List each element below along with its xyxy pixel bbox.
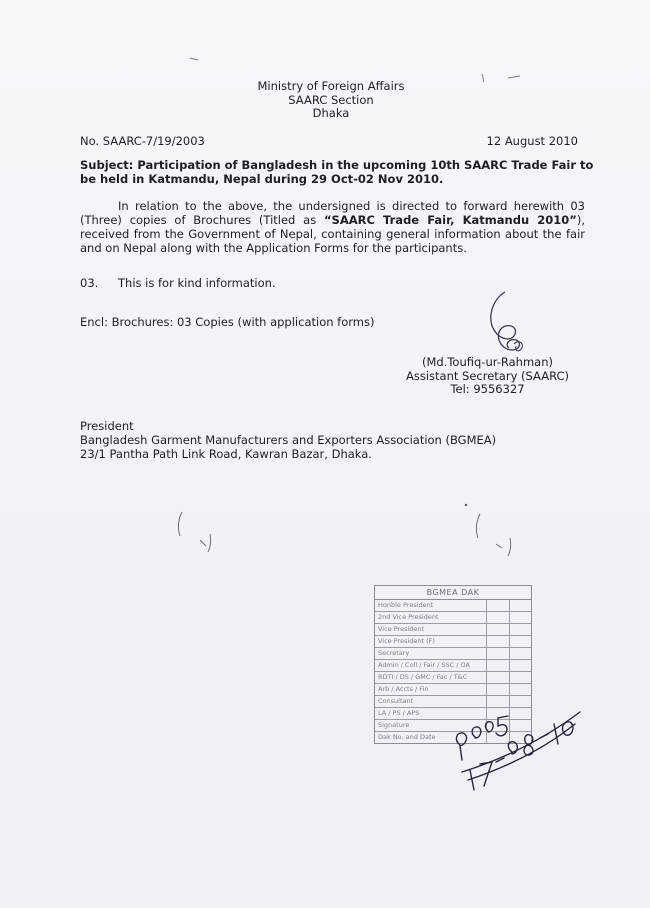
brochure-title: “SAARC Trade Fair, Katmandu 2010” <box>323 213 577 227</box>
addressee-address: 23/1 Pantha Path Link Road, Kawran Bazar, Dhaka. <box>80 447 372 461</box>
stamp-row-label: Secretary <box>375 648 487 659</box>
addressee-title: President <box>80 419 134 433</box>
stamp-row-label: Admin / Coll / Fair / SSC / OA <box>375 660 487 671</box>
paragraph-number: 03. <box>80 276 99 290</box>
stamp-row-label: 2nd Vice President <box>375 612 487 623</box>
letterhead-city: Dhaka <box>312 106 350 120</box>
reference-number: No. SAARC-7/19/2003 <box>80 134 205 148</box>
body-text-part1: In relation to the above, the undersigned is directed to forward herewith 03 (Three) copies of Brochures (Titled as <box>80 199 585 227</box>
information-text: This is for kind information. <box>118 276 276 290</box>
stamp-row-label: Honble President <box>375 600 487 611</box>
stamp-title: BGMEA DAK <box>375 586 531 600</box>
stamp-row-label: Vice President (F) <box>375 636 487 647</box>
subject-line: Subject: Participation of Bangladesh in the upcoming 10th SAARC Trade Fair to be held in Katmandu, Nepal during 29 Oct-02 Nov 2010. <box>80 158 594 186</box>
addressee-organization: Bangladesh Garment Manufacturers and Exporters Association (BGMEA) <box>80 433 497 447</box>
stamp-row-label: LA / PS / APS <box>375 708 487 719</box>
body-text-part2: ), received from the Government of Nepal, containing general information about the fair and on Nepal along with the Application Forms for the participants. <box>80 213 585 255</box>
letterhead-ministry: Ministry of Foreign Affairs <box>257 79 405 93</box>
stamp-row-label: Vice President <box>375 624 487 635</box>
enclosure-line: Encl: Brochures: 03 Copies (with application forms) <box>80 315 375 329</box>
stamp-row-label: Signature <box>375 720 487 731</box>
letterhead-section: SAARC Section <box>288 92 374 107</box>
letter-date: 12 August 2010 <box>486 134 578 148</box>
stamp-row-label: RDTI / DS / GMC / Fac / T&C <box>375 672 487 683</box>
stamp-row-label: Arb / Accts / Fin <box>375 684 487 695</box>
signer-name: (Md.Toufiq-ur-Rahman) <box>422 355 553 369</box>
stamp-row-label: Dak No. and Date <box>375 732 487 743</box>
signer-title: Assistant Secretary (SAARC) <box>405 368 570 383</box>
stamp-row-label: Consultant <box>375 696 487 707</box>
signer-tel: Tel: 9556327 <box>450 382 525 396</box>
